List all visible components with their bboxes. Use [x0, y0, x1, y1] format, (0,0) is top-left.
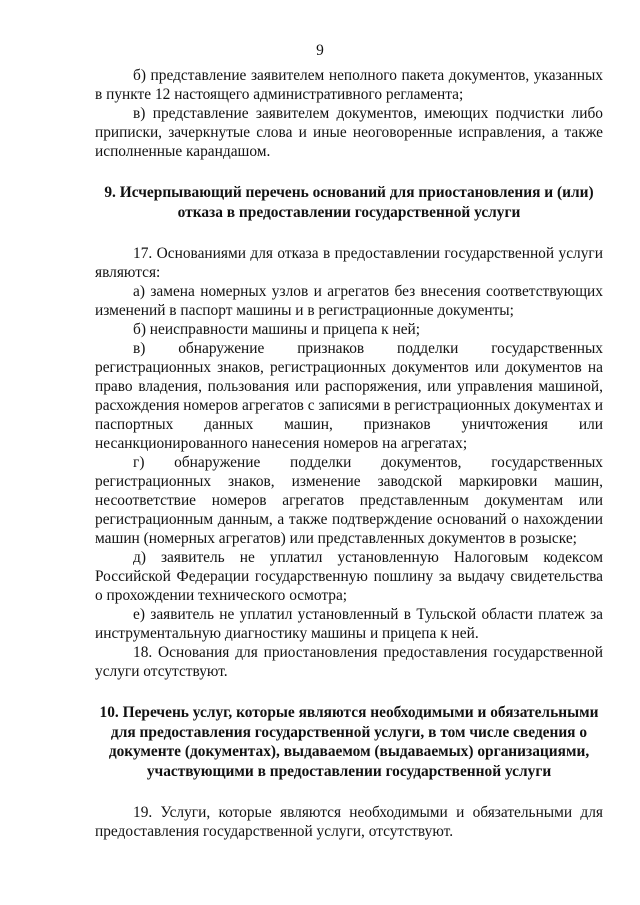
- section-9-heading: 9. Исчерпывающий перечень оснований для приостановления и (или) отказа в предоставлении государственной услуги: [104, 184, 594, 221]
- clause-19: 19. Услуги, которые являются необходимыми и обязательными для предоставления государственной услуги, отсутствуют.: [95, 804, 603, 840]
- paragraph-b: б) представление заявителем неполного пакета документов, указанных в пункте 12 настоящего административного регламента;: [95, 67, 603, 103]
- clause-17-v: в) обнаружение признаков подделки государственных регистрационных знаков, регистрационных документов или документов на право владения, пользования или распоряжения, или управления машиной, расхождения номеров агрегатов с записями в регистрационных документах и паспортных данных машин, признаков уничтожения или несанкционированного нанесения номеров на агрегатах;: [95, 340, 603, 452]
- clause-17: 17. Основаниями для отказа в предоставлении государственной услуги являются:: [95, 245, 603, 281]
- section-10-heading: 10. Перечень услуг, которые являются необходимыми и обязательными для предоставления государственной услуги, в том числе сведения о документе (документах), выдаваемом (выдаваемых) организациями, участвующими в предоставлении государственной услуги: [99, 704, 599, 780]
- clause-17-g: г) обнаружение подделки документов, государственных регистрационных знаков, изменение заводской маркировки машин, несоответствие номеров агрегатов представленным документам или регистрационным данным, а также подтверждение оснований о нахождении машин (номерных агрегатов) или представленных документов в розыске;: [95, 454, 603, 547]
- clause-17-d: д) заявитель не уплатил установленную Налоговым кодексом Российской Федерации государственную пошлину за выдачу свидетельства о прохождении технического осмотра;: [95, 549, 603, 604]
- paragraph-v: в) представление заявителем документов, имеющих подчистки либо приписки, зачеркнутые слова и иные неоговоренные исправления, а также исполненные карандашом.: [95, 105, 603, 160]
- clause-17-a: а) замена номерных узлов и агрегатов без внесения соответствующих изменений в паспорт машины и в регистрационные документы;: [95, 283, 603, 319]
- clause-18: 18. Основания для приостановления предоставления государственной услуги отсутствуют.: [95, 644, 603, 680]
- page-number: 9: [316, 42, 324, 59]
- document-body: [95, 66, 603, 841]
- clause-17-b: б) неисправности машины и прицепа к ней;: [133, 321, 421, 338]
- clause-17-e: е) заявитель не уплатил установленный в Тульской области платеж за инструментальную диагностику машины и прицепа к ней.: [95, 606, 603, 642]
